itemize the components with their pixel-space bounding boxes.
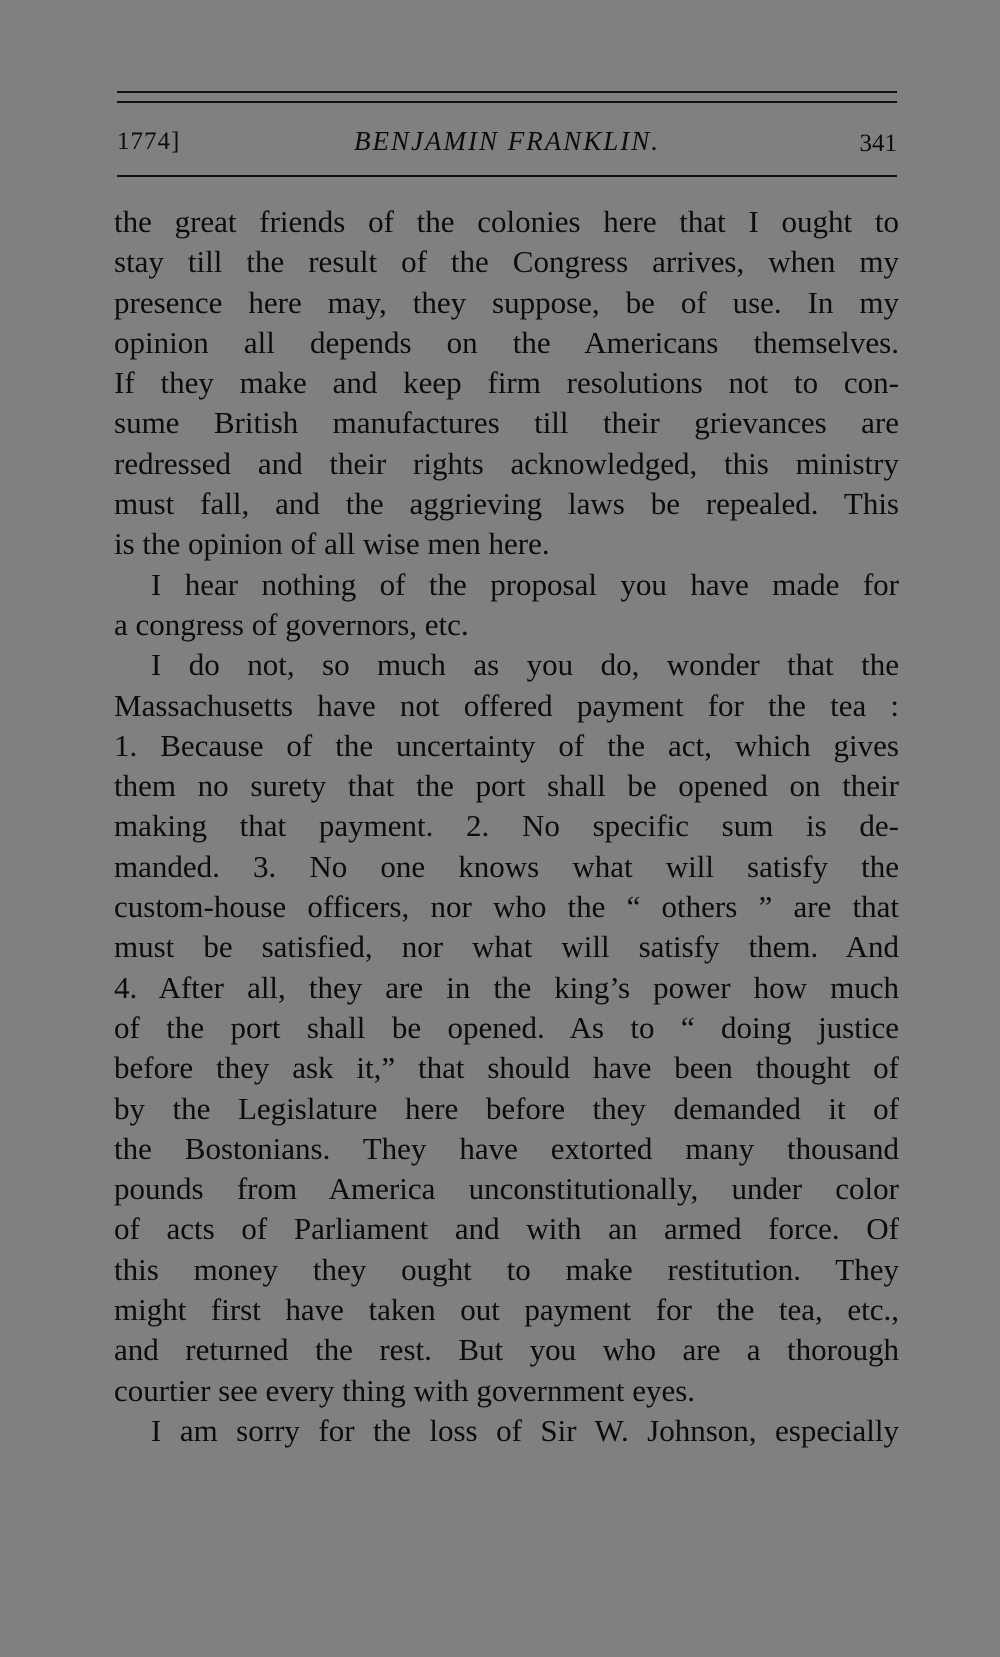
paragraph bbox=[114, 1411, 899, 1451]
header-rule-bottom bbox=[117, 175, 897, 177]
text-line: must be satisfied, nor what will satisfy them. And bbox=[114, 929, 899, 965]
text-line: I do not, so much as you do, wonder that the bbox=[151, 647, 899, 683]
text-line: of acts of Parliament and with an armed force. Of bbox=[114, 1211, 899, 1247]
paragraph bbox=[114, 565, 899, 646]
text-line: redressed and their rights acknowledged, this ministry bbox=[114, 445, 899, 481]
text-line: this money they ought to make restitution. They bbox=[114, 1251, 899, 1287]
text-line: 4. After all, they are in the king’s power how much bbox=[114, 969, 899, 1005]
text-line: Massachusetts have not offered payment for the tea : bbox=[114, 687, 899, 723]
text-line: custom-house officers, nor who the “ others ” are that bbox=[114, 889, 899, 925]
paragraph bbox=[114, 202, 899, 565]
text-line: a congress of governors, etc. bbox=[114, 606, 469, 642]
text-line: of the port shall be opened. As to “ doing justice bbox=[114, 1009, 899, 1045]
text-line: before they ask it,” that should have been thought of bbox=[114, 1050, 899, 1086]
header-title: BENJAMIN FRANKLIN. bbox=[354, 126, 660, 156]
header-rule-top bbox=[117, 91, 897, 93]
text-line: making that payment. 2. No specific sum is de- bbox=[114, 808, 899, 844]
text-line: by the Legislature here before they demanded it of bbox=[114, 1090, 899, 1126]
text-line: courtier see every thing with government eyes. bbox=[114, 1372, 696, 1408]
text-line: pounds from America unconstitutionally, under color bbox=[114, 1171, 899, 1207]
text-line: the Bostonians. They have extorted many thousand bbox=[114, 1130, 899, 1166]
text-line: If they make and keep firm resolutions not to con- bbox=[114, 365, 899, 401]
text-line: manded. 3. No one knows what will satisfy the bbox=[114, 848, 899, 884]
text-line: sume British manufactures till their grievances are bbox=[114, 405, 899, 441]
text-line: 1. Because of the uncertainty of the act, which gives bbox=[114, 727, 899, 763]
text-line: them no surety that the port shall be opened on their bbox=[114, 768, 899, 804]
page-number: 341 bbox=[859, 130, 897, 157]
text-line: must fall, and the aggrieving laws be repealed. This bbox=[114, 486, 899, 522]
header-rule-second bbox=[117, 101, 897, 103]
text-line: might first have taken out payment for the tea, etc., bbox=[114, 1292, 899, 1328]
paragraph bbox=[114, 645, 899, 1411]
text-line: I hear nothing of the proposal you have made for bbox=[151, 566, 899, 602]
text-line: opinion all depends on the Americans themselves. bbox=[114, 324, 899, 360]
running-head bbox=[117, 124, 897, 164]
text-line: and returned the rest. But you who are a thorough bbox=[114, 1332, 899, 1368]
text-line: presence here may, they suppose, be of use. In my bbox=[114, 284, 899, 320]
text-line: stay till the result of the Congress arrives, when my bbox=[114, 244, 899, 280]
text-line: the great friends of the colonies here that I ought to bbox=[114, 204, 899, 239]
body-text bbox=[114, 202, 899, 1451]
header-year: 1774] bbox=[117, 128, 181, 155]
text-line: I am sorry for the loss of Sir W. Johnson, especially bbox=[151, 1412, 899, 1448]
text-line: is the opinion of all wise men here. bbox=[114, 526, 550, 562]
